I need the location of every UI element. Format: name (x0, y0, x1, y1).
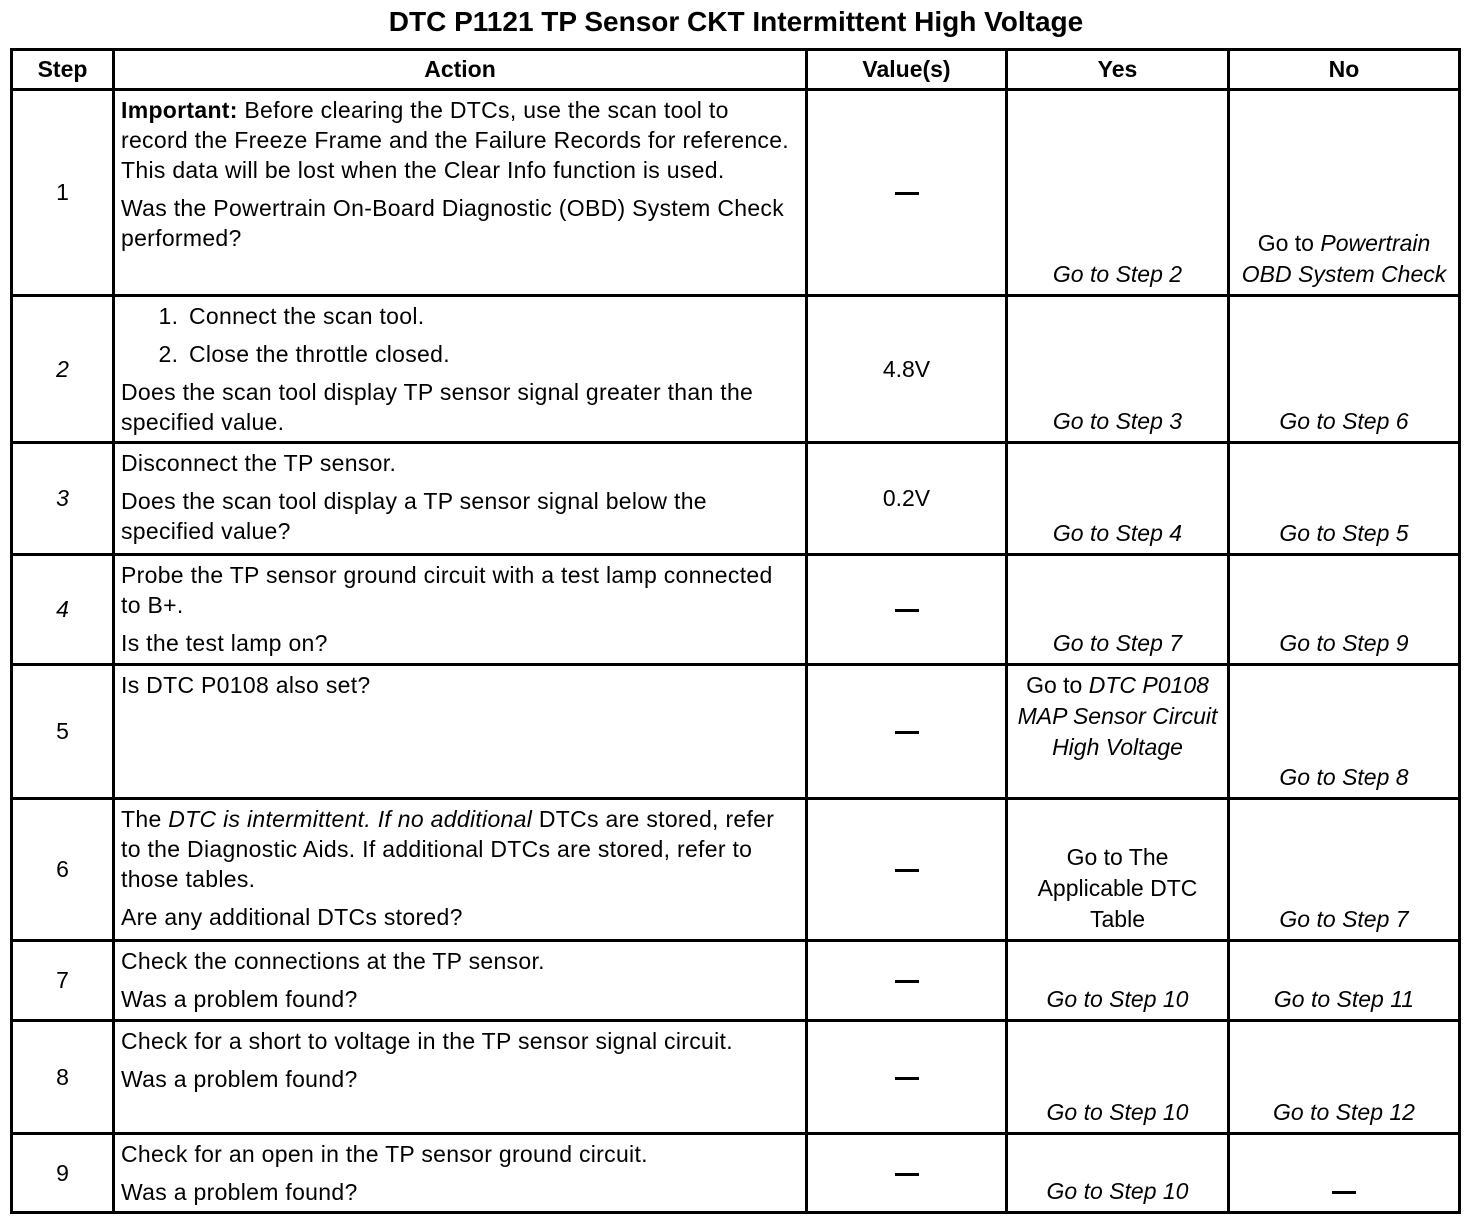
step-number: 6 (12, 799, 114, 941)
action-cell (114, 1021, 807, 1134)
step-number: 4 (12, 555, 114, 665)
table-row (12, 799, 1460, 941)
action-question: Are any additional DTCs stored? (121, 904, 463, 930)
yes-cell: Go to DTC P0108 MAP Sensor Circuit High Voltage (1007, 665, 1229, 799)
no-cell: Go to Step 11 (1229, 941, 1460, 1021)
action-text: Check for an open in the TP sensor ground circuit. (121, 1141, 648, 1167)
table-header-row (12, 50, 1460, 90)
table-row (12, 90, 1460, 296)
yes-cell: Go to Step 4 (1007, 443, 1229, 555)
yes-cell: Go to Step 3 (1007, 296, 1229, 443)
diagnostic-table (10, 48, 1461, 1214)
action-text: Is DTC P0108 also set? (121, 672, 371, 698)
action-text: Probe the TP sensor ground circuit with a test lamp connected to B+. (121, 562, 773, 618)
step-number: 1 (12, 90, 114, 296)
value-cell (807, 90, 1007, 296)
action-question: Was a problem found? (121, 1179, 358, 1205)
action-cell (114, 799, 807, 941)
step-number: 2 (12, 296, 114, 443)
value-cell (807, 1021, 1007, 1134)
dash-mark (895, 731, 919, 734)
action-question: Is the test lamp on? (121, 630, 328, 656)
action-cell (114, 90, 807, 296)
action-cell (114, 555, 807, 665)
no-cell: Go to Step 5 (1229, 443, 1460, 555)
action-list (121, 301, 799, 369)
yes-cell: Go to Step 10 (1007, 1021, 1229, 1134)
table-row (12, 296, 1460, 443)
dash-mark (895, 1173, 919, 1176)
yes-cell: Go to Step 7 (1007, 555, 1229, 665)
table-row (12, 941, 1460, 1021)
step-number: 9 (12, 1134, 114, 1213)
action-question: Was the Powertrain On-Board Diagnostic (OBD) System Check performed? (121, 195, 785, 251)
value-cell (807, 1134, 1007, 1213)
step-number: 3 (12, 443, 114, 555)
dash-mark (895, 609, 919, 612)
dash-mark (1332, 1191, 1356, 1194)
no-cell: Go to Step 12 (1229, 1021, 1460, 1134)
action-text: Check the connections at the TP sensor. (121, 948, 545, 974)
value-cell: 0.2V (807, 443, 1007, 555)
action-question: Does the scan tool display a TP sensor signal below the specified value? (121, 488, 707, 544)
action-text: Check for a short to voltage in the TP sensor signal circuit. (121, 1028, 733, 1054)
list-item: 1. Connect the scan tool. (185, 301, 799, 331)
header-no: No (1229, 50, 1460, 90)
dash-mark (895, 192, 919, 195)
no-cell: Go to Step 9 (1229, 555, 1460, 665)
action-cell (114, 443, 807, 555)
important-label: Important: (121, 97, 238, 123)
action-question: Does the scan tool display TP sensor signal greater than the specified value. (121, 379, 754, 435)
step-number: 7 (12, 941, 114, 1021)
yes-cell: Go to Step 2 (1007, 90, 1229, 296)
value-cell (807, 941, 1007, 1021)
table-row (12, 555, 1460, 665)
no-cell: Go to Powertrain OBD System Check (1229, 90, 1460, 296)
header-value: Value(s) (807, 50, 1007, 90)
table-row (12, 665, 1460, 799)
action-cell (114, 941, 807, 1021)
dash-mark (895, 869, 919, 872)
no-cell: Go to Step 8 (1229, 665, 1460, 799)
value-cell: 4.8V (807, 296, 1007, 443)
dash-mark (895, 980, 919, 983)
yes-cell: Go to The Applicable DTC Table (1007, 799, 1229, 941)
step-number: 8 (12, 1021, 114, 1134)
value-cell (807, 799, 1007, 941)
value-cell (807, 665, 1007, 799)
header-step: Step (12, 50, 114, 90)
header-yes: Yes (1007, 50, 1229, 90)
dash-mark (895, 1077, 919, 1080)
page-title: DTC P1121 TP Sensor CKT Intermittent High Voltage (388, 6, 1084, 37)
table-row (12, 443, 1460, 555)
no-cell: Go to Step 6 (1229, 296, 1460, 443)
action-cell (114, 665, 807, 799)
no-cell (1229, 1134, 1460, 1213)
list-item: 2. Close the throttle closed. (185, 339, 799, 369)
value-cell (807, 555, 1007, 665)
action-text: The DTC is intermittent. If no additional DTCs are stored, refer to the Diagnostic Aids. If additional DTCs are stored, refer to those tables. (121, 806, 775, 892)
no-cell: Go to Step 7 (1229, 799, 1460, 941)
action-text: Important: Before clearing the DTCs, use the scan tool to record the Freeze Frame and the Failure Records for reference. This data will be lost when the Clear Info function is used. (121, 97, 790, 183)
table-row (12, 1021, 1460, 1134)
header-action: Action (114, 50, 807, 90)
action-cell (114, 1134, 807, 1213)
action-question: Was a problem found? (121, 1066, 358, 1092)
yes-cell: Go to Step 10 (1007, 941, 1229, 1021)
action-cell (114, 296, 807, 443)
yes-cell: Go to Step 10 (1007, 1134, 1229, 1213)
action-question: Was a problem found? (121, 986, 358, 1012)
step-number: 5 (12, 665, 114, 799)
table-row (12, 1134, 1460, 1213)
action-text: Disconnect the TP sensor. (121, 450, 397, 476)
